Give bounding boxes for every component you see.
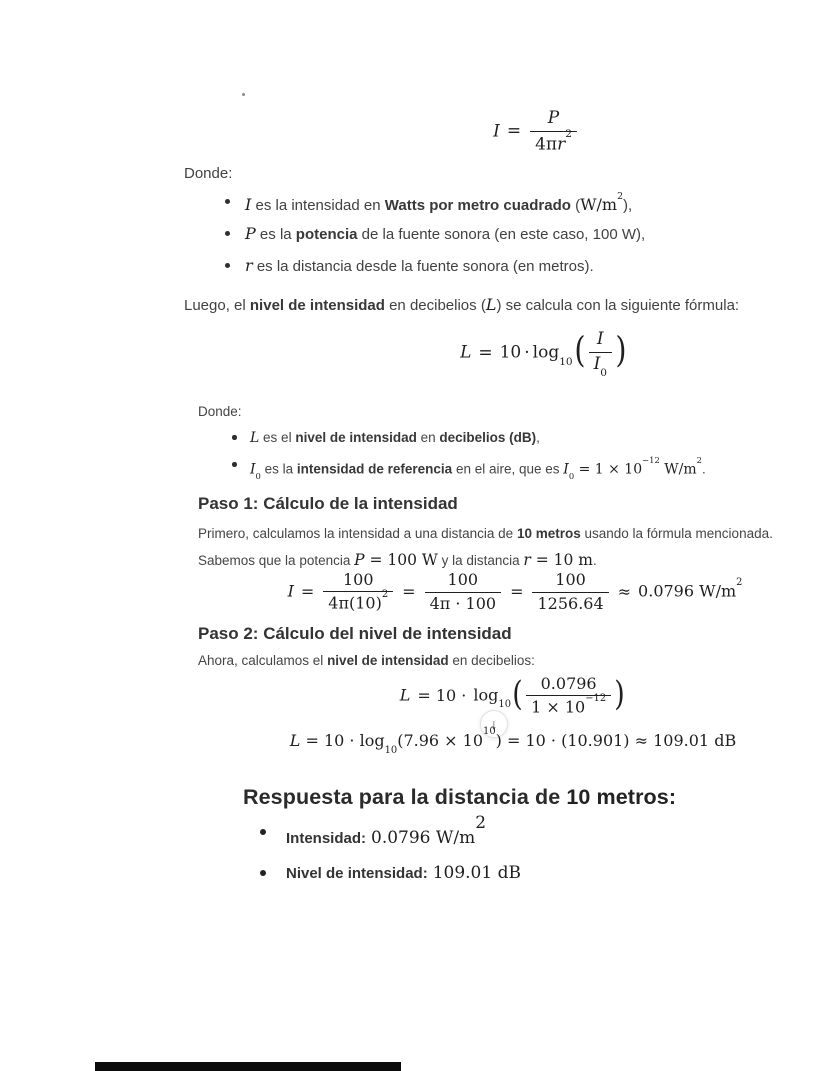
bullet-icon (260, 829, 266, 835)
math-number: 10 (499, 342, 522, 363)
math-var: L (289, 731, 301, 750)
heading-paso-1: Paso 1: Cálculo de la intensidad (198, 494, 458, 513)
math-var: L (250, 430, 260, 446)
math-var: I (250, 461, 256, 478)
fraction-numerator: I (596, 329, 604, 349)
text-segment: en decibelios: (448, 653, 535, 668)
text-segment: y la distancia (437, 553, 524, 568)
answer-label: Intensidad: (286, 830, 367, 847)
list-item-text (286, 812, 487, 848)
list-item-text (245, 192, 632, 216)
math-unit: W/m (659, 461, 697, 478)
list-item-text (250, 429, 540, 447)
text-segment: es la (260, 461, 297, 477)
math-text: 4π (535, 134, 558, 155)
text-segment: Ahora, calculamos el (198, 653, 328, 668)
bold-segment: 10 metros (566, 785, 669, 809)
equals-sign: = (300, 581, 315, 601)
text-segment: : (668, 785, 677, 809)
math-var: r (523, 551, 531, 569)
bold-segment: decibelios (dB) (439, 430, 537, 445)
list-item-text (245, 256, 594, 277)
fraction (530, 109, 577, 155)
math-sup: 2 (565, 127, 572, 140)
bullet-icon (225, 231, 230, 236)
fraction-denominator (323, 588, 393, 613)
math-var: I (593, 353, 601, 374)
math-sub: 10 (559, 355, 573, 368)
text-segment: . (593, 553, 597, 568)
math-sup: 2 (617, 190, 624, 202)
fraction-numerator: P (547, 108, 560, 128)
equation-decibel-formula (0, 329, 828, 379)
fraction-denominator (530, 127, 577, 155)
equals-sign: = (510, 581, 524, 601)
answer-value: 0.0796 W/m (371, 828, 476, 848)
math-sup: −12 (642, 455, 660, 466)
math-text: (7.96 × 10 (397, 731, 484, 750)
math-text: = 10 · (300, 731, 360, 750)
paragraph-luego (184, 295, 804, 316)
paragraph-paso-2 (198, 652, 802, 670)
fraction-numerator: 100 (342, 570, 374, 589)
fraction-denominator (589, 352, 612, 377)
math-text: = 10 m (530, 551, 594, 569)
list-item-text (245, 224, 645, 245)
math-var: I (245, 195, 252, 214)
bold-segment: nivel de intensidad (249, 297, 385, 314)
dot-operator: · (524, 342, 530, 363)
list-item (232, 429, 540, 447)
bottom-bar-fragment (95, 1062, 401, 1071)
equation-level-step-1 (0, 675, 828, 717)
fraction-numerator: 0.0796 (540, 674, 597, 693)
math-var: I (563, 461, 569, 478)
paragraph-paso-1 (198, 521, 802, 574)
math-text: = 100 W (364, 551, 438, 569)
approx-sign: ≈ (617, 581, 632, 601)
paren-open: ( (574, 329, 586, 371)
paren-open: ( (512, 673, 523, 713)
bold-segment: nivel de intensidad (295, 430, 417, 445)
math-var: L (399, 685, 411, 705)
text-segment: ) se calcula con la siguiente fórmula: (496, 297, 740, 314)
math-var: P (354, 551, 365, 569)
math-log: log (359, 731, 385, 750)
math-sup: 2 (696, 455, 702, 466)
math-unit: W/m (580, 195, 618, 214)
heading-respuesta (243, 785, 676, 810)
math-var: L (485, 295, 497, 314)
math-result: 0.0796 W/m (638, 581, 737, 601)
math-text: ) = 10 · (10.901) ≈ 109.01 dB (495, 731, 737, 750)
equation-level-step-2 (0, 726, 828, 756)
fraction (589, 329, 612, 379)
list-item (225, 192, 632, 216)
math-sub: 0 (600, 366, 607, 379)
math-var: r (557, 134, 566, 155)
text-segment: es el (259, 430, 296, 445)
paren-close: ) (614, 673, 625, 713)
fraction-denominator: 4π · 100 (425, 592, 502, 613)
bold-segment: potencia (295, 226, 358, 243)
list-item (232, 456, 706, 483)
list-item-text (286, 863, 521, 883)
math-log: log (473, 685, 499, 705)
text-segment: Sabemos que la potencia (198, 553, 355, 568)
list-item-text (250, 456, 706, 483)
stray-dot (242, 93, 245, 96)
math-log: log (532, 342, 560, 363)
heading-paso-2: Paso 2: Cálculo del nivel de intensidad (198, 624, 512, 643)
fraction-denominator (526, 692, 611, 717)
text-segment: es la (255, 226, 296, 243)
fraction (526, 675, 611, 717)
math-text: 1 × 10 (531, 697, 586, 717)
equals-sign: = (506, 121, 522, 142)
where-label-1: Donde: (184, 165, 233, 182)
text-segment: en decibelios ( (384, 297, 486, 314)
bullet-icon (260, 870, 266, 876)
bullet-icon (225, 199, 230, 204)
text-segment: es la distancia desde la fuente sonora (en metros). (252, 258, 594, 275)
text-segment: ), (623, 197, 633, 214)
math-var: I (287, 581, 294, 601)
where-label-2: Donde: (198, 404, 242, 419)
math-sub: 10 (384, 744, 398, 756)
math-sub: 0 (255, 471, 261, 482)
math-sup: 10 (483, 726, 496, 738)
math-var: P (245, 224, 256, 243)
bold-segment: 10 metros (516, 526, 581, 541)
bold-segment: nivel de intensidad (327, 653, 449, 668)
bold-segment: Watts por metro cuadrado (384, 197, 571, 214)
math-sub: 10 (498, 699, 511, 711)
equals-sign: = (478, 342, 493, 363)
text-segment: en (416, 430, 440, 445)
math-sup: 2 (475, 812, 487, 833)
text-segment: de la fuente sonora (en este caso, 100 W), (357, 226, 646, 243)
math-sup: 2 (381, 588, 389, 600)
equals-sign: = (402, 581, 416, 601)
math-text: 4π(10) (328, 593, 382, 613)
equation-intensity-definition (0, 109, 828, 155)
text-segment: es la intensidad en (251, 197, 385, 214)
fraction (323, 571, 393, 613)
text-segment: en el aire, que es (452, 461, 564, 477)
list-item (225, 256, 594, 277)
fraction-numerator: 100 (447, 570, 479, 590)
paren-close: ) (615, 329, 627, 371)
math-var: I (493, 121, 500, 142)
math-sup: 2 (736, 576, 743, 588)
equation-intensity-calculation (0, 571, 828, 613)
list-item (225, 224, 645, 245)
answer-value: 109.01 dB (432, 863, 521, 883)
text-segment: Respuesta para la distancia de (243, 785, 567, 809)
bold-segment: intensidad de referencia (296, 461, 453, 477)
answer-label: Nivel de intensidad: (286, 865, 428, 882)
fraction-denominator: 1256.64 (532, 592, 608, 613)
text-segment: , (536, 430, 540, 445)
math-var: L (460, 342, 472, 363)
text-segment: ( (570, 197, 581, 214)
math-sup: −12 (585, 692, 607, 704)
text-segment: usando la fórmula mencionada. (580, 526, 773, 541)
fraction-numerator: 100 (555, 570, 586, 590)
fraction (425, 571, 502, 613)
text-segment: Luego, el (184, 297, 250, 314)
bullet-icon (232, 462, 237, 467)
math-text: = 1 × 10 (574, 461, 643, 478)
fraction (532, 571, 608, 613)
arrow-down-icon: ↓ (490, 716, 498, 732)
text-segment: . (701, 461, 706, 477)
answer-item-intensity (260, 812, 487, 848)
answer-item-level (260, 863, 521, 883)
math-var: r (245, 256, 253, 275)
text-segment: Primero, calculamos la intensidad a una distancia de (198, 526, 517, 541)
bullet-icon (232, 435, 237, 440)
equals-sign: = 10 · (417, 685, 467, 705)
bullet-icon (225, 263, 230, 268)
math-sub: 0 (568, 471, 575, 482)
